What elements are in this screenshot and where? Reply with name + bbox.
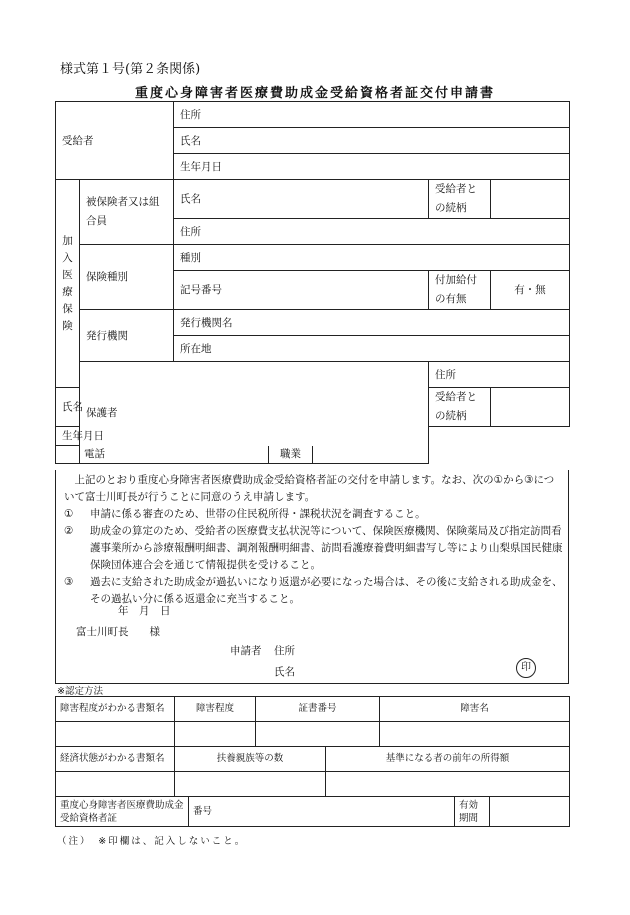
disability-doc-header: 障害程度がわかる書類名 [56, 697, 175, 722]
insurance-char: 保 [62, 302, 73, 315]
form-label: 様式第１号(第２条関係) [60, 62, 201, 77]
income-cell[interactable] [326, 772, 570, 797]
guardian-relation-field[interactable] [491, 388, 570, 427]
applicant-label: 申請者 [230, 645, 262, 657]
insurance-char: 険 [62, 319, 73, 332]
insurance-section-label [56, 180, 80, 388]
insured-label: 被保険者又は組合員 [80, 180, 174, 245]
insured-relation-field[interactable] [491, 180, 570, 219]
validity-label: 有効期間 [455, 797, 490, 827]
additional-benefit-label: 付加給付の有無 [429, 271, 491, 310]
economic-doc-header: 経済状態がわかる書類名 [56, 747, 175, 772]
dependents-header: 扶養親族等の数 [175, 747, 326, 772]
income-header: 基準になる者の前年の所得額 [326, 747, 570, 772]
certification-label: ※認定方法 [57, 686, 103, 697]
insurance-type-field[interactable]: 種別 [174, 245, 570, 271]
recipient-birth-field[interactable]: 生年月日 [174, 154, 570, 180]
symbol-number-field[interactable]: 記号番号 [174, 271, 429, 310]
declaration-box [55, 470, 569, 684]
footnote: （注） ※印欄は、記入しないこと。 [57, 836, 247, 847]
cert-number-header: 証書番号 [256, 697, 380, 722]
addressee: 富士川町長 様 [76, 626, 160, 638]
additional-benefit-selector[interactable]: 有・無 [491, 271, 570, 310]
consent-item-2 [64, 523, 564, 574]
occupation-label: 職業 [280, 448, 301, 460]
disability-level-cell[interactable] [175, 722, 256, 747]
economic-doc-cell[interactable] [56, 772, 175, 797]
insurance-type-label: 保険種別 [80, 245, 174, 310]
consent-number: ② [64, 525, 74, 537]
recipient-name-field[interactable]: 氏名 [174, 128, 570, 154]
guardian-contact-row [56, 446, 429, 464]
insured-address-field[interactable]: 住所 [174, 219, 570, 245]
disability-name-header: 障害名 [380, 697, 570, 722]
application-table [55, 101, 570, 464]
recipient-address-field[interactable]: 住所 [174, 102, 570, 128]
guardian-address-field[interactable]: 住所 [429, 362, 570, 388]
guardian-name-field[interactable]: 氏名 [56, 388, 80, 427]
issuer-location-field[interactable]: 所在地 [174, 336, 570, 362]
issuer-name-field[interactable]: 発行機関名 [174, 310, 570, 336]
dependents-cell[interactable] [175, 772, 326, 797]
page-title: 重度心身障害者医療費助成金受給資格者証交付申請書 [134, 86, 495, 101]
cert-number-cell[interactable] [256, 722, 380, 747]
recipient-section-label: 受給者 [56, 102, 174, 180]
validity-field[interactable] [490, 797, 570, 827]
number-field[interactable]: 番号 [189, 797, 455, 827]
insurance-char: 医 [62, 268, 73, 281]
insured-name-field[interactable]: 氏名 [174, 180, 429, 219]
disability-name-cell[interactable] [380, 722, 570, 747]
insurance-char: 加 [62, 234, 73, 247]
seal-mark: 印 [516, 658, 536, 678]
phone-label: 電話 [84, 448, 105, 460]
declaration-intro: 上記のとおり重度心身障害者医療費助成金受給資格者証の交付を申請します。なお、次の①から③について富士川町長が行うことに同意のうえ申請します。 [64, 474, 555, 503]
disability-level-header: 障害程度 [175, 697, 256, 722]
consent-text: 申請に係る審査のため、世帯の住民税所得・課税状況を調査すること。 [90, 508, 426, 520]
insurance-char: 療 [62, 285, 73, 298]
cert-title-label: 重度心身障害者医療費助成金受給資格者証 [56, 797, 189, 827]
application-date[interactable]: 年 月 日 [118, 605, 171, 617]
insured-relation-label: 受給者との続柄 [429, 180, 491, 219]
applicant-address-label: 住所 [274, 645, 295, 657]
guardian-birth-field[interactable]: 生年月日 [56, 427, 429, 446]
consent-text: 過去に支給された助成金が過払いになり返還が必要になった場合は、その後に支給される助成金を、その過払い分に係る返還金に充当すること。 [90, 576, 563, 605]
consent-item-1 [64, 506, 564, 523]
guardian-section-label: 保護者 [80, 362, 429, 464]
applicant-name-label: 氏名 [274, 666, 295, 678]
issuer-label: 発行機関 [80, 310, 174, 362]
certification-table [55, 696, 570, 827]
insurance-char: 入 [62, 251, 73, 264]
consent-number: ① [64, 508, 74, 520]
consent-text: 助成金の算定のため、受給者の医療費支払状況等について、保険医療機関、保険薬局及び指定訪問看護事業所から診療報酬明細書、調剤報酬明細書、訪問看護療養費明細書写し等により山梨県国民健康保険団体連合会を通じて情報提供を受けること。 [90, 525, 563, 571]
disability-doc-cell[interactable] [56, 722, 175, 747]
consent-number: ③ [64, 576, 74, 588]
guardian-relation-label: 受給者との続柄 [429, 388, 491, 427]
